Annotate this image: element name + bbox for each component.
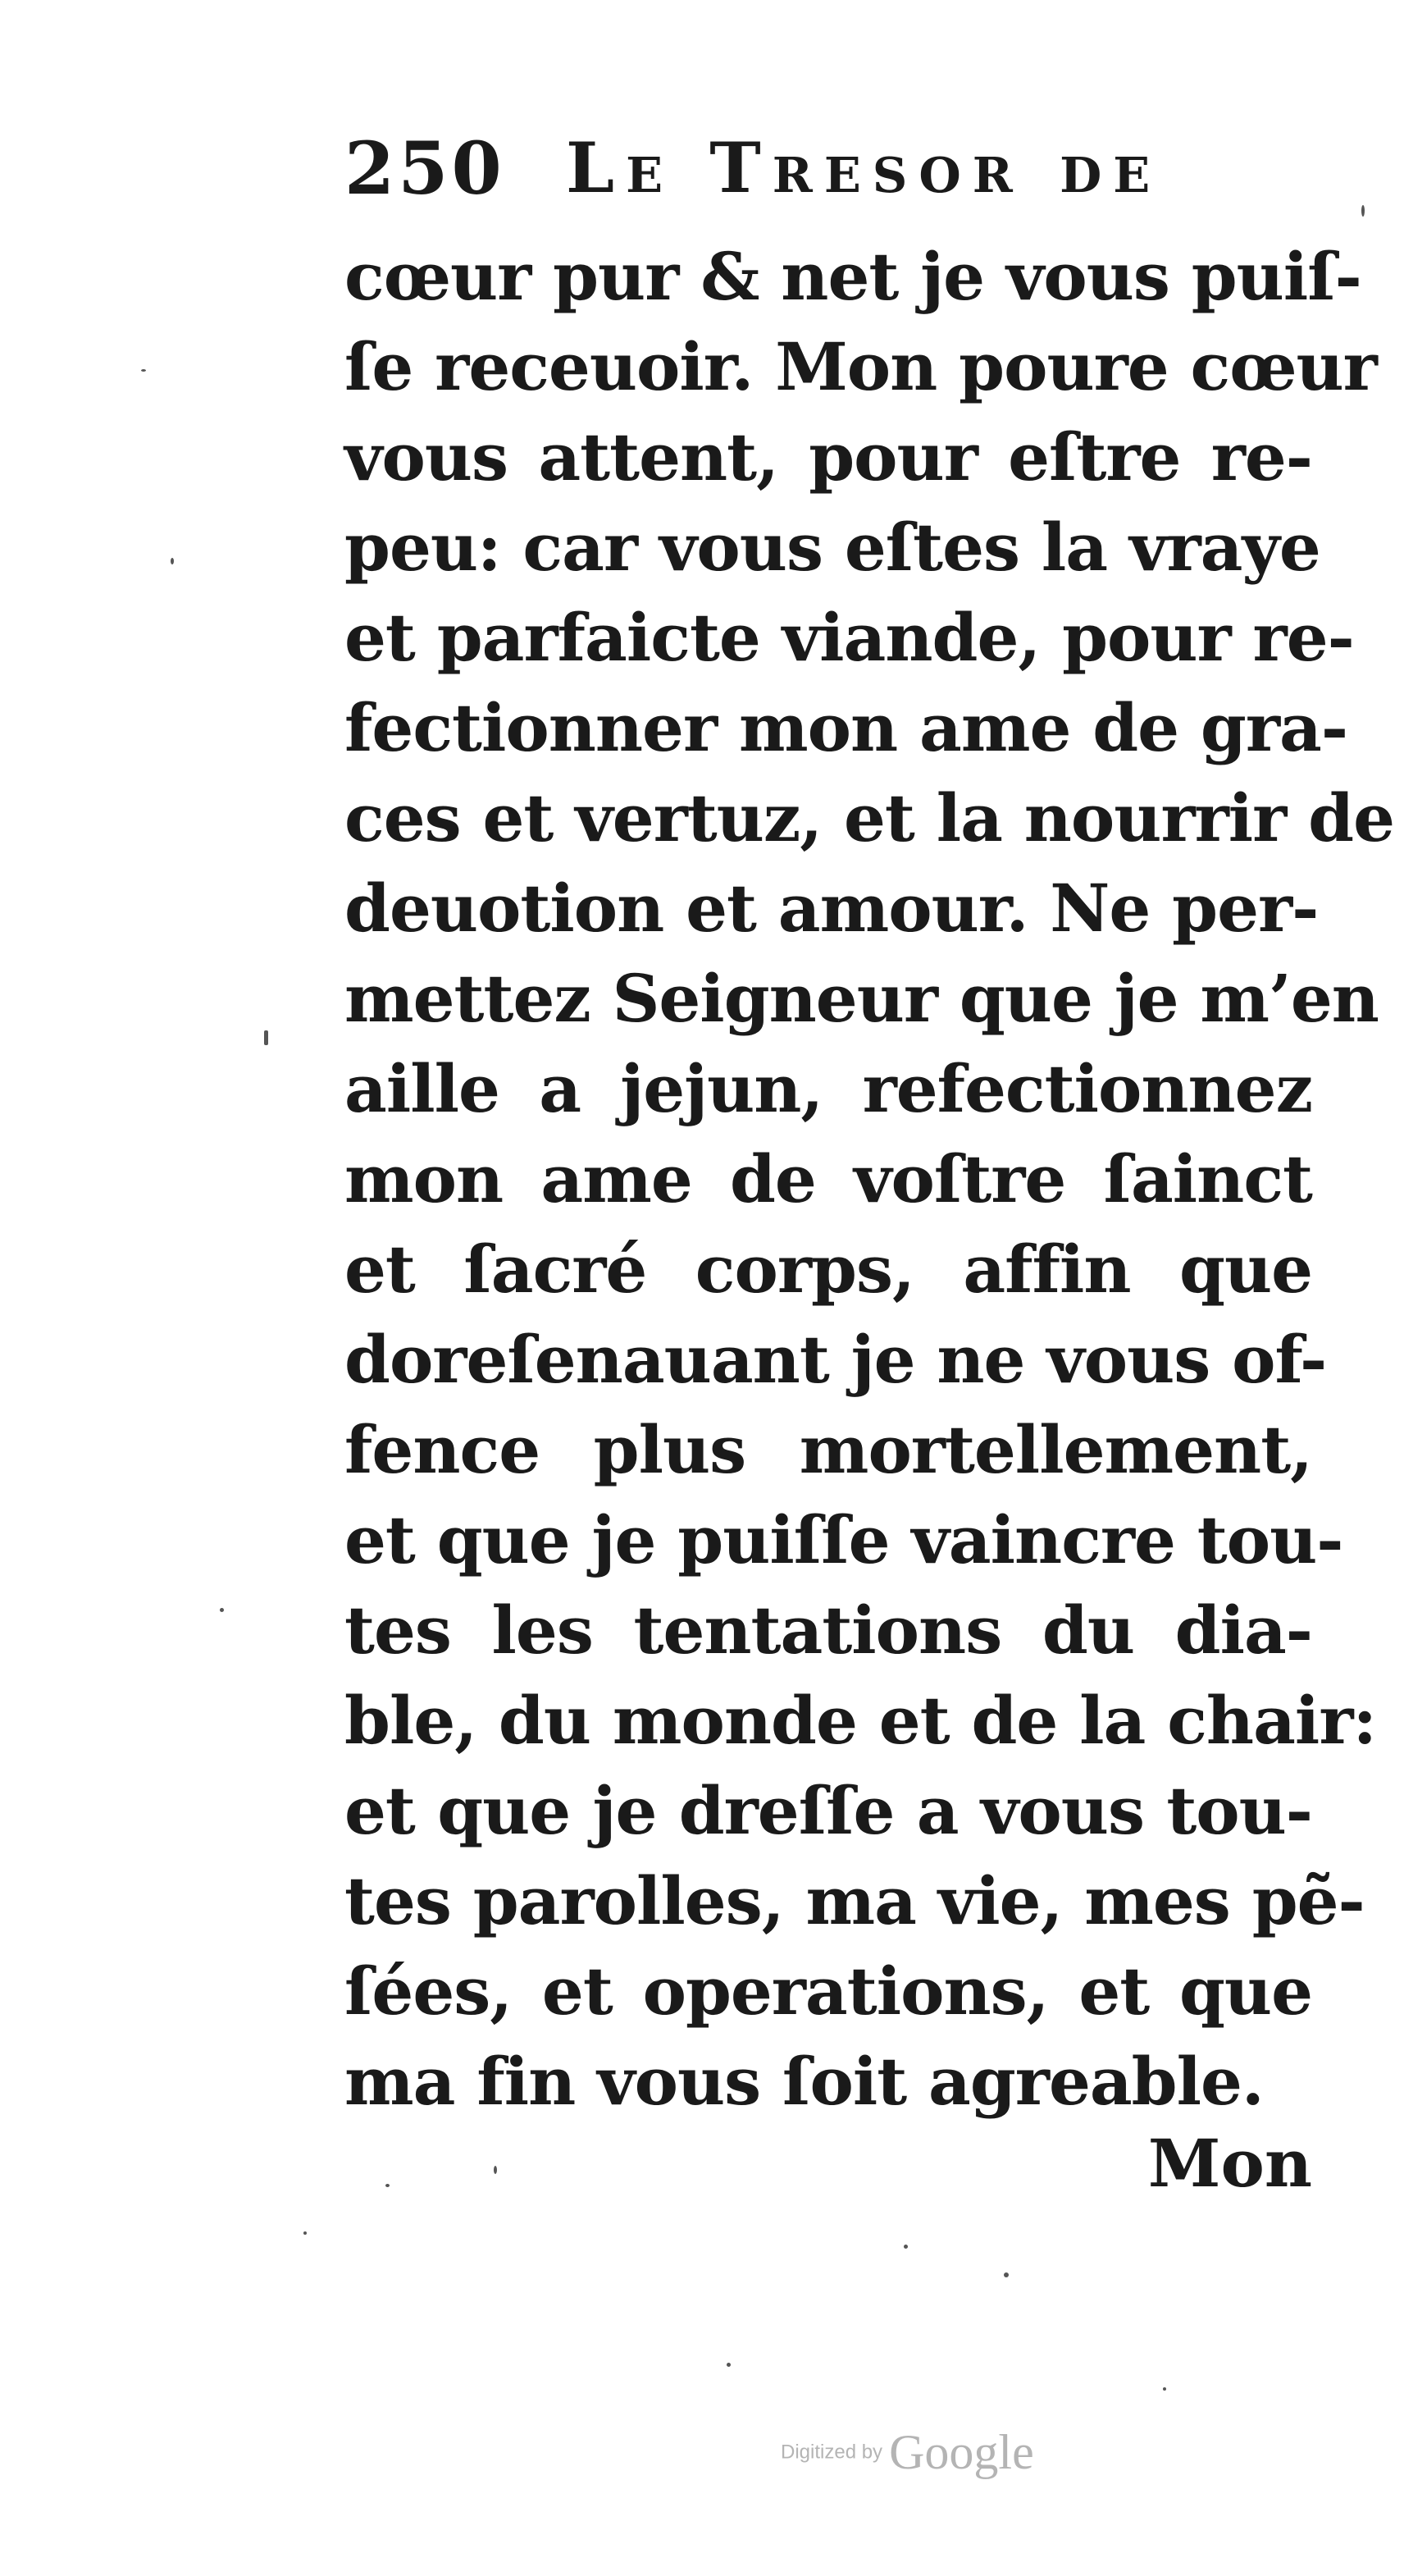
body-text — [344, 231, 1394, 2126]
page-header — [344, 123, 1263, 213]
text-line: et ſacré corps, affin que — [344, 1231, 1312, 1308]
text-line: vous attent, pour eſtre re- — [344, 418, 1312, 496]
text-line: et que je dreſſe a vous tou- — [344, 1772, 1312, 1849]
text-line: ces et vertuz, et la nourrir de — [344, 779, 1394, 856]
ink-speck — [385, 2184, 390, 2187]
ink-speck — [904, 2245, 908, 2249]
digitized-watermark — [781, 2424, 1034, 2481]
ink-speck — [220, 1608, 224, 1612]
text-line: fence plus mortellement, — [344, 1411, 1312, 1488]
text-line: deuotion et amour. Ne per- — [344, 870, 1319, 947]
text-line: ma fin vous ſoit agreable. — [344, 2043, 1264, 2120]
page-number: 250 — [344, 126, 505, 211]
text-line: cœur pur & net je vous puiſ- — [344, 238, 1361, 315]
text-line: mettez Seigneur que je m’en — [344, 960, 1379, 1037]
running-title: Le Tresor de — [566, 127, 1162, 208]
text-line: ſe receuoir. Mon poure cœur — [344, 328, 1377, 405]
ink-speck — [1361, 205, 1365, 217]
text-line: tes les tentations du dia- — [344, 1592, 1312, 1669]
text-line: doreſenauant je ne vous of- — [344, 1321, 1327, 1398]
text-line: ble, du monde et de la chair: — [344, 1682, 1376, 1759]
text-line: tes parolles, ma vie, mes pẽ- — [344, 1862, 1365, 1939]
text-line: et parfaicte viande, pour re- — [344, 599, 1354, 676]
text-line: fectionner mon ame de gra- — [344, 689, 1348, 766]
ink-speck — [141, 369, 146, 372]
ink-speck — [303, 2231, 307, 2235]
ink-speck — [264, 1030, 268, 1045]
text-line: et que je puiſſe vaincre tou- — [344, 1501, 1343, 1578]
ink-speck — [1163, 2387, 1166, 2391]
digitized-label: Digitized by — [781, 2441, 883, 2464]
ink-speck — [1004, 2272, 1009, 2277]
google-logo: Google — [889, 2425, 1034, 2479]
text-line: ſées, et operations, et que — [344, 1953, 1312, 2030]
ink-speck — [727, 2363, 731, 2367]
ink-speck — [171, 558, 174, 564]
ink-speck — [494, 2166, 497, 2174]
text-line: mon ame de voſtre ſainct — [344, 1140, 1312, 1217]
text-line: aille a jejun, refectionnez — [344, 1050, 1312, 1127]
catchword: Mon — [1147, 2125, 1312, 2202]
text-line: peu: car vous eſtes la vraye — [344, 509, 1320, 586]
